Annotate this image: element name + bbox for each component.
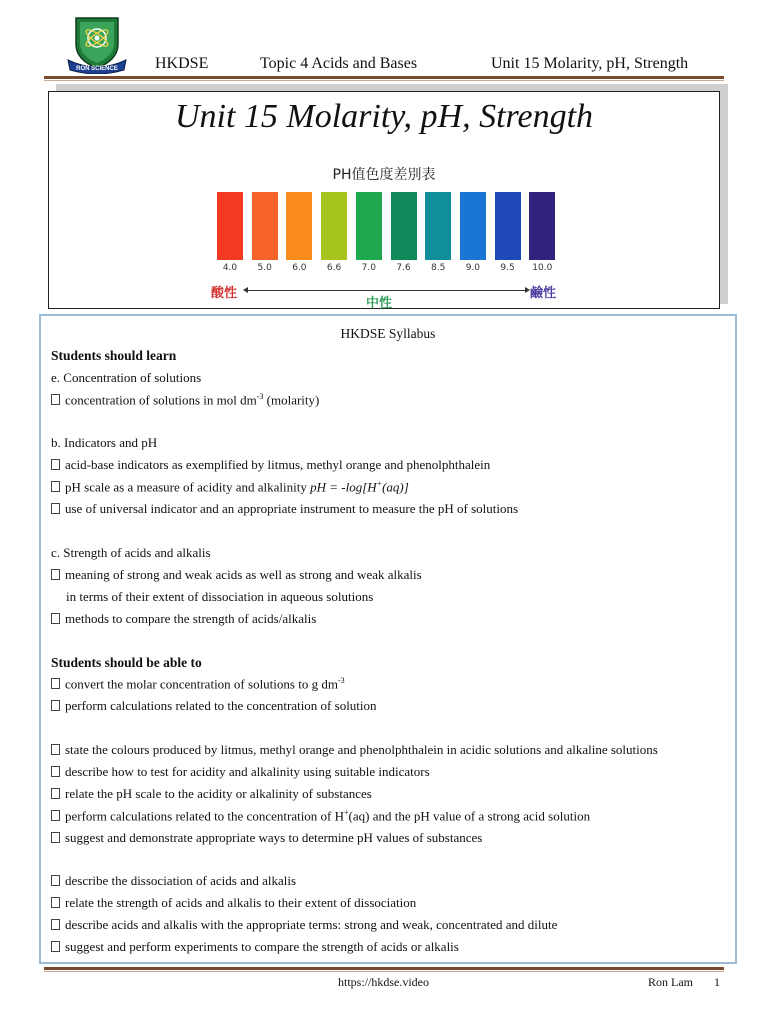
ph-chart-caption: PH值色度差別表 [332, 167, 436, 183]
ph-swatch [321, 192, 347, 260]
unit-title: Unit 15 Molarity, pH, Strength [174, 98, 594, 135]
checkbox-bullet-icon [51, 766, 60, 777]
ph-swatch [495, 192, 521, 260]
title-banner [48, 91, 720, 309]
header-right: Unit 15 Molarity, pH, Strength [491, 55, 689, 72]
section-c-heading: c. Strength of acids and alkalis [51, 545, 211, 560]
ph-tick-label: 9.5 [500, 263, 515, 273]
checkbox-bullet-icon [51, 832, 60, 843]
checkbox-bullet-icon [51, 919, 60, 930]
list-item: pH scale as a measure of acidity and alkalinity pH = -log[H+(aq)] [51, 479, 409, 495]
list-item-continuation: in terms of their extent of dissociation in aqueous solutions [66, 589, 374, 604]
list-item: describe acids and alkalis with the appropriate terms: strong and weak, concentrated and dilute [51, 917, 557, 933]
checkbox-bullet-icon [51, 503, 60, 514]
list-item: state the colours produced by litmus, methyl orange and phenolphthalein in acidic solutions and alkaline solutions [51, 742, 658, 758]
checkbox-bullet-icon [51, 678, 60, 689]
acid-label: 酸性 [211, 286, 238, 301]
ph-swatch [425, 192, 451, 260]
learn-heading: Students should learn [51, 348, 177, 363]
ph-swatch [252, 192, 278, 260]
section-e-heading: e. Concentration of solutions [51, 370, 202, 385]
logo-text: RON SCIENCE [76, 66, 118, 72]
list-item: suggest and perform experiments to compare the strength of acids or alkalis [51, 939, 459, 955]
ph-swatch [217, 192, 243, 260]
checkbox-bullet-icon [51, 700, 60, 711]
checkbox-bullet-icon [51, 394, 60, 405]
list-item: relate the strength of acids and alkalis to their extent of dissociation [51, 895, 416, 911]
ph-swatch [460, 192, 486, 260]
list-item: perform calculations related to the concentration of solution [51, 698, 377, 714]
section-b-heading: b. Indicators and pH [51, 435, 158, 450]
checkbox-bullet-icon [51, 941, 60, 952]
footer-url-link[interactable]: https://hkdse.video [338, 975, 429, 989]
ph-swatch [286, 192, 312, 260]
header-left: HKDSE [155, 55, 209, 72]
list-item: describe how to test for acidity and alkalinity using suitable indicators [51, 764, 430, 780]
checkbox-bullet-icon [51, 569, 60, 580]
list-item: relate the pH scale to the acidity or alkalinity of substances [51, 786, 372, 802]
ph-swatch [391, 192, 417, 260]
ph-tick-label: 5.0 [257, 263, 272, 273]
ph-tick-label: 7.6 [396, 263, 411, 273]
list-item: acid-base indicators as exemplified by litmus, methyl orange and phenolphthalein [51, 457, 490, 473]
syllabus-box [39, 314, 737, 964]
ph-tick-label: 7.0 [361, 263, 376, 273]
neutral-label: 中性 [366, 296, 393, 311]
ph-tick-label: 9.0 [465, 263, 481, 273]
list-item: concentration of solutions in mol $dm^{-3}$ (molarity) [51, 392, 319, 408]
list-item: describe the dissociation of acids and alkalis [51, 873, 296, 889]
ph-scale-arrow [246, 290, 526, 291]
alkali-label: 鹼性 [530, 286, 557, 301]
list-item: meaning of strong and weak acids as well as strong and weak alkalis [51, 567, 422, 583]
checkbox-bullet-icon [51, 481, 60, 492]
footer-rule [44, 967, 724, 970]
list-item: convert the molar concentration of solutions to g $dm^{-3}$ [51, 676, 345, 692]
ph-swatch [356, 192, 382, 260]
ron-science-logo [66, 14, 128, 74]
able-heading: Students should be able to [51, 655, 202, 670]
ph-tick-label: 10.0 [532, 263, 553, 273]
checkbox-bullet-icon [51, 788, 60, 799]
list-item: methods to compare the strength of acids/alkalis [51, 611, 316, 627]
checkbox-bullet-icon [51, 810, 60, 821]
list-item: use of universal indicator and an appropriate instrument to measure the pH of solutions [51, 501, 518, 517]
checkbox-bullet-icon [51, 897, 60, 908]
checkbox-bullet-icon [51, 744, 60, 755]
checkbox-bullet-icon [51, 459, 60, 470]
header-rule-thin [44, 80, 724, 81]
ph-tick-label: 4.0 [222, 263, 238, 273]
checkbox-bullet-icon [51, 613, 60, 624]
list-item: suggest and demonstrate appropriate ways to determine pH values of substances [51, 830, 482, 846]
page-number: 1 [714, 975, 720, 989]
ph-tick-label: 6.6 [326, 263, 342, 273]
ph-tick-label: 6.0 [292, 263, 307, 273]
footer-author: Ron Lam [648, 975, 693, 989]
ph-swatch [529, 192, 555, 260]
header-center: Topic 4 Acids and Bases [260, 55, 418, 72]
footer-rule-thin [44, 971, 724, 972]
ph-tick-label: 8.5 [431, 263, 446, 273]
checkbox-bullet-icon [51, 875, 60, 886]
syllabus-title: HKDSE Syllabus [340, 326, 436, 341]
list-item: perform calculations related to the concentration of H+(aq) and the pH value of a strong acid solution [51, 808, 590, 824]
header-rule [44, 76, 724, 79]
